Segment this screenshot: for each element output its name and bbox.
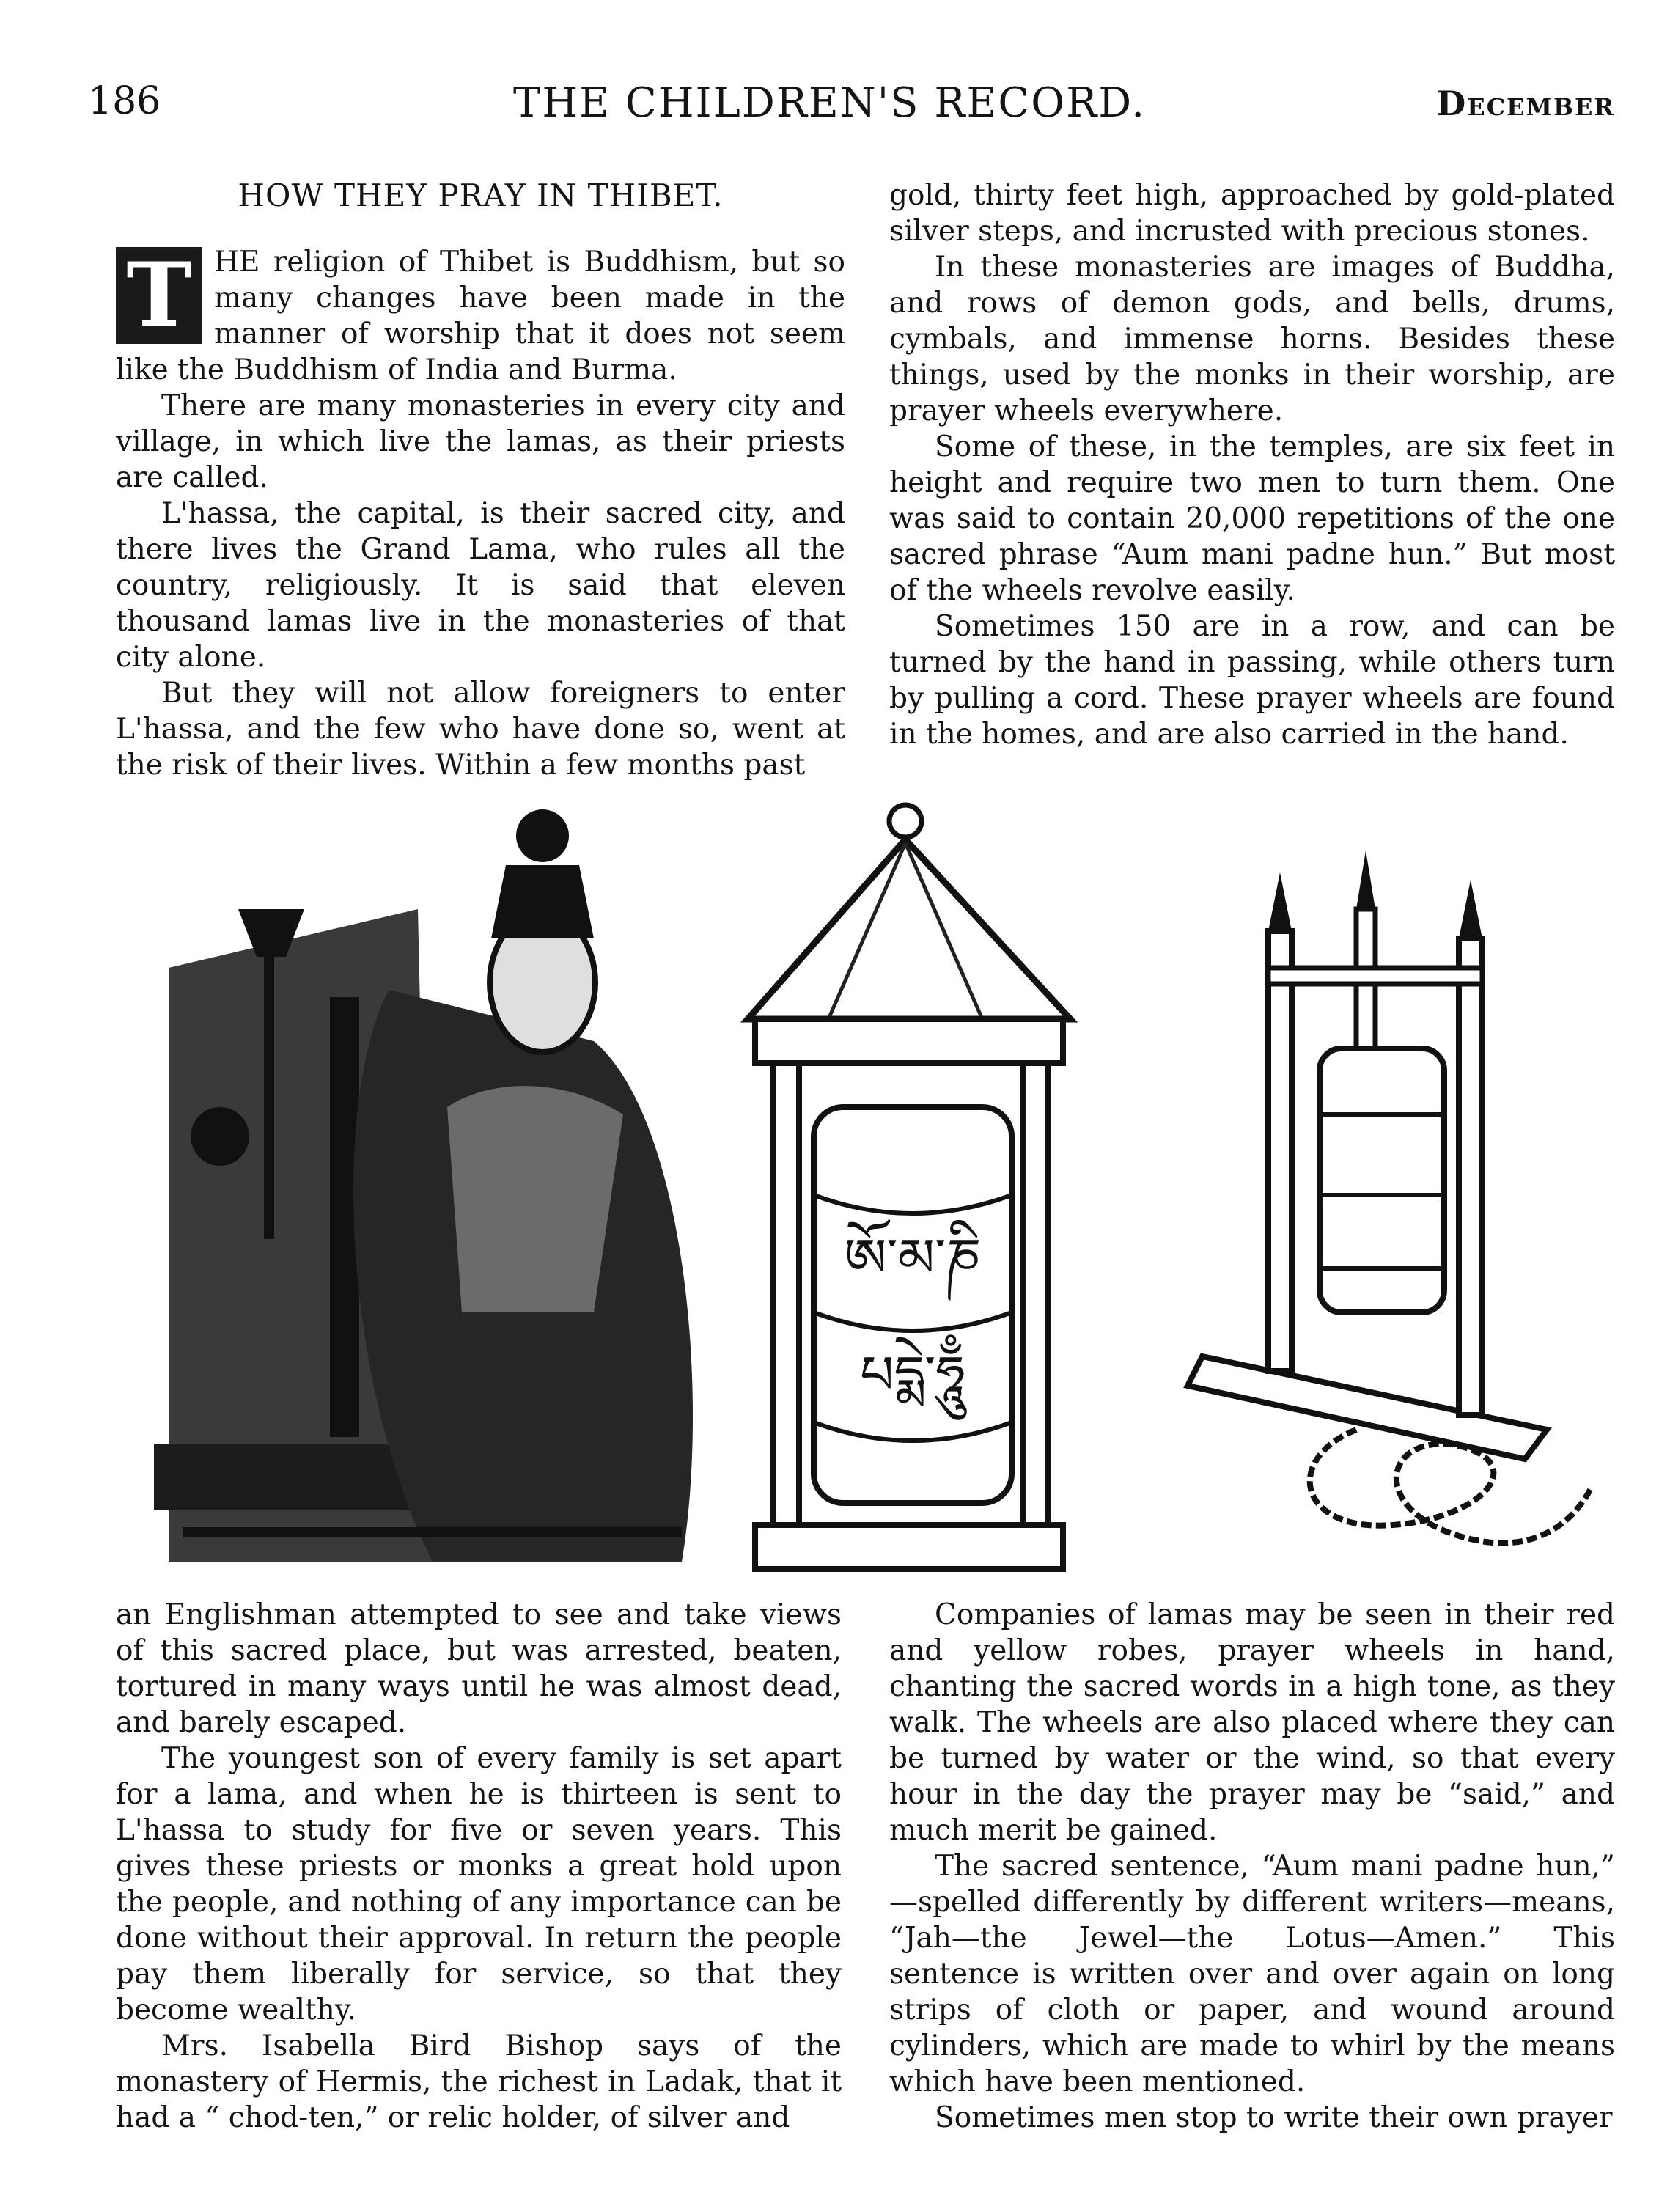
paragraph: Companies of lamas may be seen in their red and yellow robes, prayer wheels in hand, chanting the sacred words in a high tone, as they walk. The wheels are also placed where they can be turned by water or the wind, so that every hour in the day the prayer may be “said,” and much merit be gained.: [889, 1598, 1615, 1847]
paragraph: In these monasteries are images of Buddha, and rows of demon gods, and bells, drums, cymbals, and immense horns. Besides these things, used by the monks in their worship, are prayer wheels everywhere.: [889, 251, 1615, 427]
paragraph: There are many monasteries in every city and village, in which live the lamas, as their priests are called.: [116, 389, 845, 494]
prayer-wheel-illustrations: [110, 799, 1627, 1576]
drop-cap: T: [116, 247, 202, 344]
column-bottom-right: [889, 1597, 1615, 2136]
article-title: HOW THEY PRAY IN THIBET.: [238, 177, 724, 213]
wheel-inscription-upper: ཨོ་མ་ཎི: [844, 1227, 982, 1288]
paragraph: Sometimes men stop to write their own prayer: [935, 2101, 1613, 2134]
paragraph: Some of these, in the temples, are six feet in height and require two men to turn them. One was said to contain 20,000 repetitions of the one sacred phrase “Aum mani padne hun.” But most of the wheels revolve easily.: [889, 430, 1615, 607]
paragraph: The sacred sentence, “Aum mani padne hun,” —spelled differently by different writers—means, “Jah—the Jewel—the Lotus—Amen.” This sentence is written over and over again on long strips of cloth or paper, and wound around cylinders, which are made to whirl by the means which have been mentioned.: [889, 1850, 1615, 2098]
wheel-inscription-lower: པདྨེ་ཧཱུྃ: [860, 1344, 965, 1406]
paragraph: Mrs. Isabella Bird Bishop says of the monastery of Hermis, the richest in Ladak, that it had a “ chod-ten,” or relic holder, of silver and: [116, 2029, 842, 2134]
paragraph: L'hassa, the capital, is their sacred city, and there lives the Grand Lama, who rules all the country, religiously. It is said that eleven thousand lamas live in the monasteries of that city alone.: [116, 497, 845, 674]
page-number: 186: [88, 79, 161, 123]
paragraph: gold, thirty feet high, approached by gold-plated silver steps, and incrusted with precious stones.: [889, 179, 1615, 248]
paragraph: Sometimes 150 are in a row, and can be turned by the hand in passing, while others turn by pulling a cord. These prayer wheels are found in the homes, and are also carried in the hand.: [889, 610, 1615, 751]
paragraph: an Englishman attempted to see and take views of this sacred place, but was arrested, beaten, tortured in many ways until he was almost dead, and barely escaped.: [116, 1598, 842, 1739]
column-bottom-left: [116, 1597, 842, 2136]
lama-with-prayer-wheel-engraving: [154, 809, 693, 1562]
magazine-title: THE CHILDREN'S RECORD.: [512, 79, 1147, 127]
pagoda-prayer-wheel: [748, 805, 1070, 1569]
paragraph: But they will not allow foreigners to enter L'hassa, and the few who have done so, went at the risk of their lives. Within a few months past: [116, 677, 845, 782]
paragraph: HE religion of Thibet is Buddhism, but so many changes have been made in the manner of worship that it does not seem like the Buddhism of India and Burma.: [116, 246, 845, 386]
paragraph: The youngest son of every family is set apart for a lama, and when he is thirteen is sent to L'hassa to study for five or seven years. This gives these priests or monks a great hold upon the people, and nothing of any importance can be done without their approval. In return the people pay them liberally for service, so that they become wealthy.: [116, 1742, 842, 2027]
framed-prayer-wheel-with-cord: [1188, 850, 1591, 1543]
column-top-left: [116, 177, 845, 783]
issue-month: December: [1436, 84, 1615, 123]
column-top-right: [889, 177, 1615, 752]
